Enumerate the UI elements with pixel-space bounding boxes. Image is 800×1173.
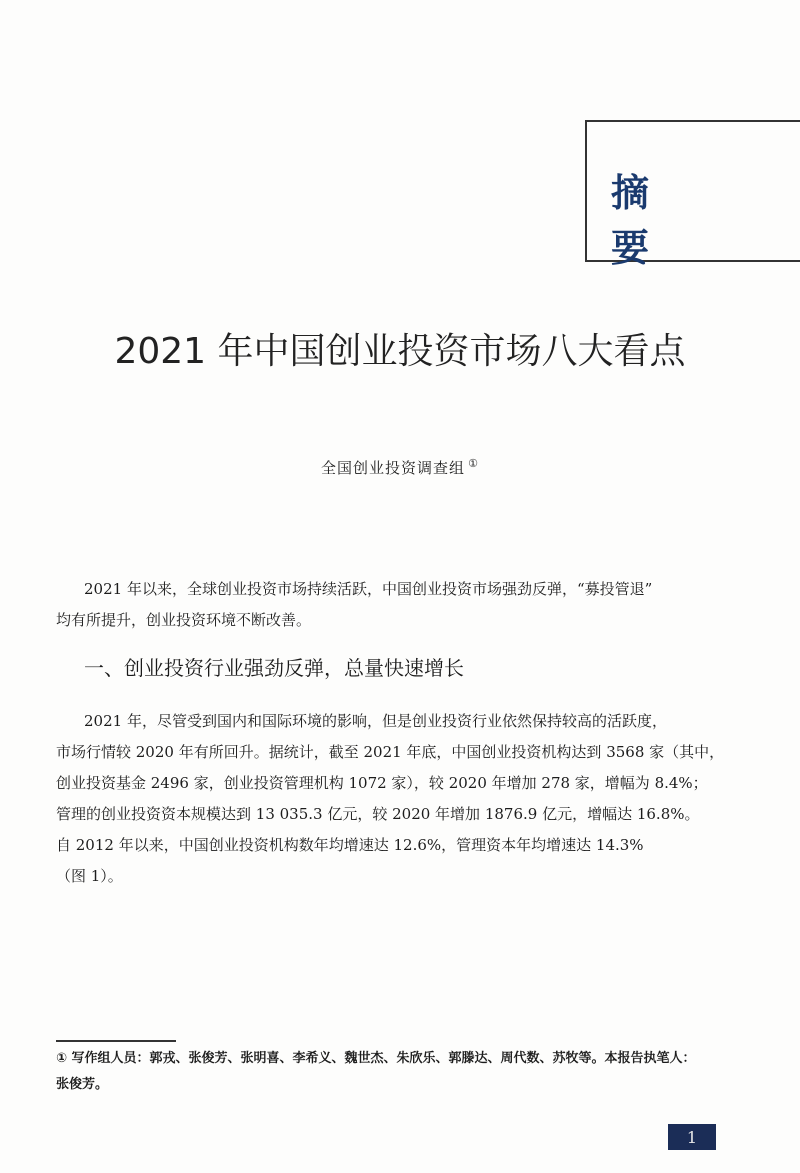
intro-line: 2021 年以来，全球创业投资市场持续活跃，中国创业投资市场强劲反弹，“募投管退” [84, 580, 653, 598]
intro-paragraph [56, 574, 724, 636]
body-line: （图 1）。 [56, 867, 123, 885]
author-name: 全国创业投资调查组 [321, 459, 466, 477]
intro-line: 均有所提升，创业投资环境不断改善。 [56, 611, 312, 629]
section-heading: 一、创业投资行业强劲反弹，总量快速增长 [84, 656, 464, 680]
footnote [56, 1046, 746, 1098]
footnote-divider [56, 1040, 176, 1042]
section-label: 摘 要 [611, 171, 684, 270]
footnote-line: 张俊芳。 [56, 1077, 109, 1092]
body-line: 2021 年，尽管受到国内和国际环境的影响，但是创业投资行业依然保持较高的活跃度， [84, 712, 667, 730]
body-line: 自 2012 年以来，中国创业投资机构数年均增速达 12.6%，管理资本年均增速达 14.3% [56, 836, 644, 854]
body-line: 市场行情较 2020 年有所回升。据统计，截至 2021 年底，中国创业投资机构达到 3568 家（其中， [56, 743, 725, 761]
document-title: 2021 年中国创业投资市场八大看点 [114, 331, 686, 372]
footnote-line: ① 写作组人员：郭戎、张俊芳、张明喜、李希义、魏世杰、朱欣乐、郭滕达、周代数、苏牧等。本报告执笔人： [56, 1051, 696, 1066]
body-line: 管理的创业投资资本规模达到 13 035.3 亿元，较 2020 年增加 1876.9 亿元，增幅达 16.8%。 [56, 805, 700, 823]
body-line: 创业投资基金 2496 家，创业投资管理机构 1072 家），较 2020 年增加 278 家，增幅为 8.4%； [56, 774, 708, 792]
page-number: 1 [668, 1124, 716, 1150]
author-footnote-mark[interactable]: ① [468, 457, 479, 470]
section-label-box [585, 120, 800, 270]
body-paragraph [56, 706, 725, 892]
author-line [0, 457, 800, 478]
